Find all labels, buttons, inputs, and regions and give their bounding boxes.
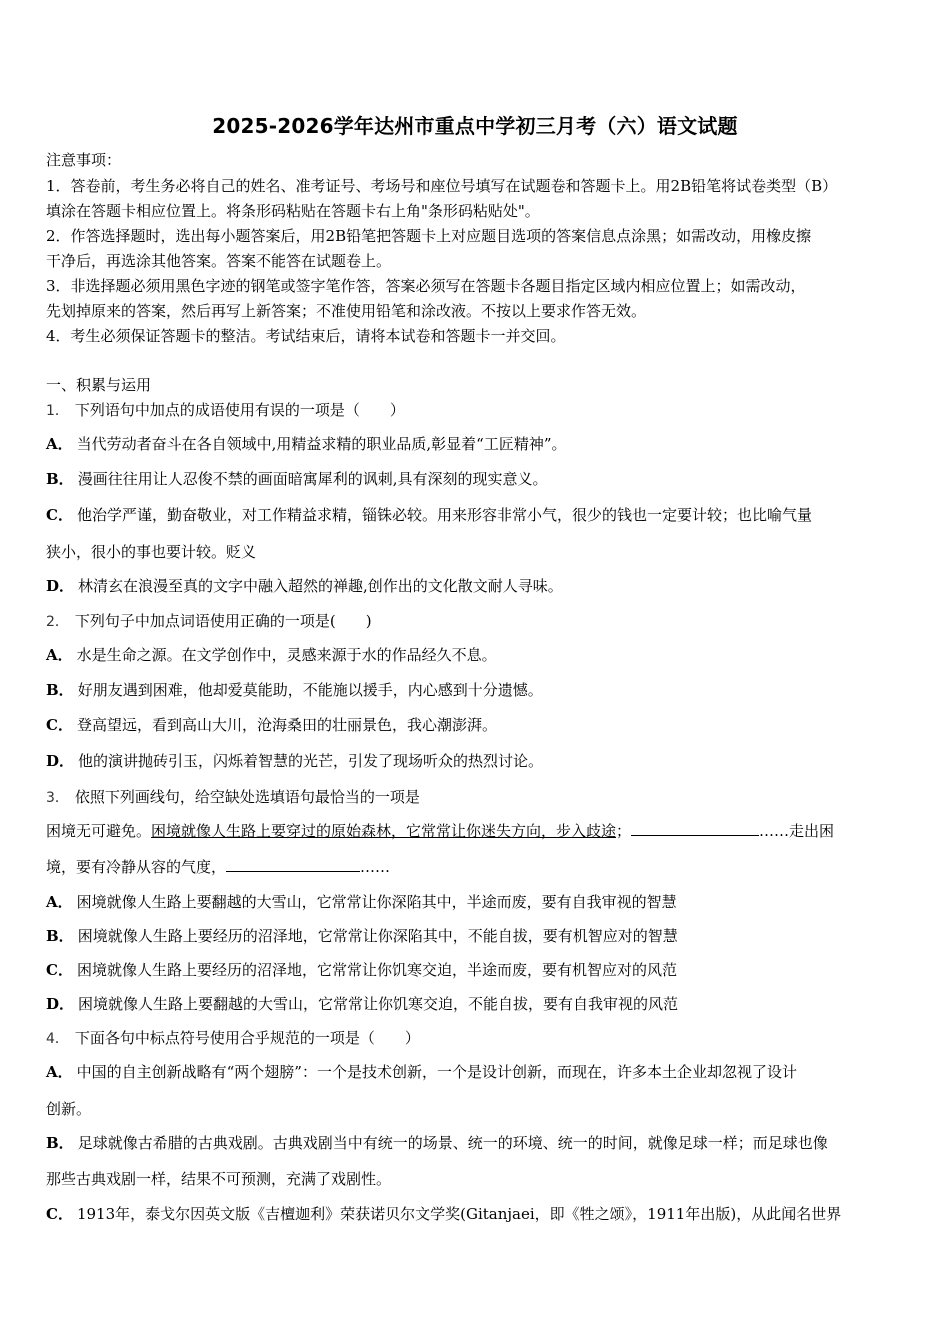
question-number: 3． [46, 790, 69, 806]
question-text: 依照下列画线句，给空缺处选填语句最恰当的一项是 [74, 788, 420, 806]
option-text: 登高望远，看到高山大川，沧海桑田的壮丽景色，我心潮澎湃。 [76, 716, 497, 734]
q1-option-a [46, 434, 908, 454]
q4-option-a-cont: 创新。 [46, 1100, 92, 1118]
notice-line-3: 2．作答选择题时，选出每小题答案后，用2B铅笔把答题卡上对应题目选项的答案信息点涂黑；如需改动，用橡皮擦 [46, 227, 812, 245]
passage-text: 境，要有冷静从容的气度， [46, 858, 227, 876]
option-text: 足球就像古希腊的古典戏剧。古典戏剧当中有统一的场景、统一的环境、统一的时间，就像足球一样；而足球也像 [77, 1134, 828, 1152]
notice-line-6: 先划掉原来的答案，然后再写上新答案；不准使用铅笔和涂改液。不按以上要求作答无效。 [46, 302, 647, 320]
passage-text-end: ……走出困 [759, 822, 835, 840]
option-text: 困境就像人生路上要翻越的大雪山，它常常让你饥寒交迫，不能自拔，要有自我审视的风范 [78, 995, 679, 1013]
q3-option-b [46, 926, 908, 946]
notice-line-2: 填涂在答题卡相应位置上。将条形码粘贴在答题卡右上角"条形码粘贴处"。 [46, 202, 540, 220]
q4-option-b [46, 1133, 908, 1153]
option-label: A． [46, 893, 73, 911]
underlined-sentence: 困境就像人生路上要穿过的原始森林，它常常让你迷失方向，步入歧途 [151, 822, 617, 840]
q3-option-c [46, 960, 908, 980]
notice-line-4: 干净后，再选涂其他答案。答案不能答在试题卷上。 [46, 252, 392, 270]
option-text: 中国的自主创新战略有“两个翅膀”：一个是技术创新，一个是设计创新，而现在，许多本土企业却忽视了设计 [76, 1063, 797, 1081]
fill-blank [226, 857, 360, 872]
option-text: 困境就像人生路上要经历的沼泽地，它常常让你深陷其中，不能自拔，要有机智应对的智慧 [77, 927, 678, 945]
q2-option-d [46, 751, 908, 771]
question-4-stem [46, 1028, 908, 1049]
question-text: 下列句子中加点词语使用正确的一项是( ) [74, 612, 372, 630]
question-1-stem [46, 400, 908, 421]
option-label: B． [46, 927, 74, 945]
passage-text-end: …… [360, 858, 391, 876]
question-text: 下面各句中标点符号使用合乎规范的一项是（ ） [74, 1029, 420, 1047]
option-text: 漫画往往用让人忍俊不禁的画面暗寓犀利的讽刺,具有深刻的现实意义。 [77, 470, 548, 488]
q2-option-c [46, 715, 908, 735]
option-label: A． [46, 435, 73, 453]
option-label: D． [46, 752, 75, 770]
option-text: 他的演讲抛砖引玉，闪烁着智慧的光芒，引发了现场听众的热烈讨论。 [78, 752, 544, 770]
notice-line-7: 4．考生必须保证答题卡的整洁。考试结束后，请将本试卷和答题卡一并交回。 [46, 327, 566, 345]
option-label: C． [46, 506, 73, 524]
question-number: 1． [46, 403, 69, 419]
option-text: 当代劳动者奋斗在各自领域中,用精益求精的职业品质,彰显着“工匠精神”。 [76, 435, 567, 453]
q3-option-d [46, 994, 908, 1014]
option-label: C． [46, 1205, 73, 1223]
option-text: 困境就像人生路上要经历的沼泽地，它常常让你饥寒交迫，半途而废，要有机智应对的风范 [76, 961, 677, 979]
q4-option-a [46, 1062, 908, 1082]
option-text: 1913年，泰戈尔因英文版《吉檀迦利》荣获诺贝尔文学奖(Gitanjaei，即《牲之颂》，1911年出版)，从此闻名世界 [76, 1205, 842, 1223]
option-label: A． [46, 1063, 73, 1081]
option-label: C． [46, 961, 73, 979]
option-text: 林清玄在浪漫至真的文字中融入超然的禅趣,创作出的文化散文耐人寻味。 [78, 577, 563, 595]
option-text: 他治学严谨，勤奋敬业，对工作精益求精，锱铢必较。用来形容非常小气，很少的钱也一定要计较；也比喻气量 [76, 506, 812, 524]
q1-option-c-cont: 狭小，很小的事也要计较。贬义 [46, 543, 257, 561]
question-number: 2． [46, 614, 69, 630]
q4-option-b-cont: 那些古典戏剧一样，结果不可预测，充满了戏剧性。 [46, 1170, 392, 1188]
option-label: B． [46, 681, 74, 699]
q2-option-b [46, 680, 908, 700]
q3-passage-line-2 [46, 857, 908, 877]
question-number: 4． [46, 1031, 69, 1047]
q1-option-b [46, 469, 908, 489]
q3-passage-line-1 [46, 821, 908, 841]
option-label: B． [46, 470, 74, 488]
passage-text: 困境无可避免。 [46, 822, 152, 840]
page-title: 2025-2026学年达州市重点中学初三月考（六）语文试题 [212, 114, 738, 138]
q4-option-c [46, 1204, 908, 1224]
option-label: C． [46, 716, 73, 734]
option-label: D． [46, 577, 75, 595]
option-label: A． [46, 646, 73, 664]
question-2-stem [46, 611, 908, 632]
notice-line-1: 1．答卷前，考生务必将自己的姓名、准考证号、考场号和座位号填写在试题卷和答题卡上。用2B铅笔将试卷类型（B） [46, 177, 838, 195]
option-text: 困境就像人生路上要翻越的大雪山，它常常让你深陷其中，半途而废，要有自我审视的智慧 [76, 893, 677, 911]
notice-line-5: 3．非选择题必须用黑色字迹的钢笔或签字笔作答，答案必须写在答题卡各题目指定区域内相应位置上；如需改动， [46, 277, 806, 295]
q3-option-a [46, 892, 908, 912]
question-text: 下列语句中加点的成语使用有误的一项是（ ） [74, 401, 405, 419]
passage-punct: ； [616, 822, 632, 840]
fill-blank [631, 821, 759, 836]
notice-heading: 注意事项： [46, 151, 122, 169]
option-label: D． [46, 995, 75, 1013]
section-heading: 一、积累与运用 [46, 376, 152, 394]
option-text: 水是生命之源。在文学创作中，灵感来源于水的作品经久不息。 [76, 646, 497, 664]
option-label: B． [46, 1134, 74, 1152]
q1-option-d [46, 576, 908, 596]
question-3-stem [46, 787, 908, 808]
q2-option-a [46, 645, 908, 665]
q1-option-c [46, 505, 908, 525]
option-text: 好朋友遇到困难，他却爱莫能助，不能施以援手，内心感到十分遗憾。 [77, 681, 543, 699]
